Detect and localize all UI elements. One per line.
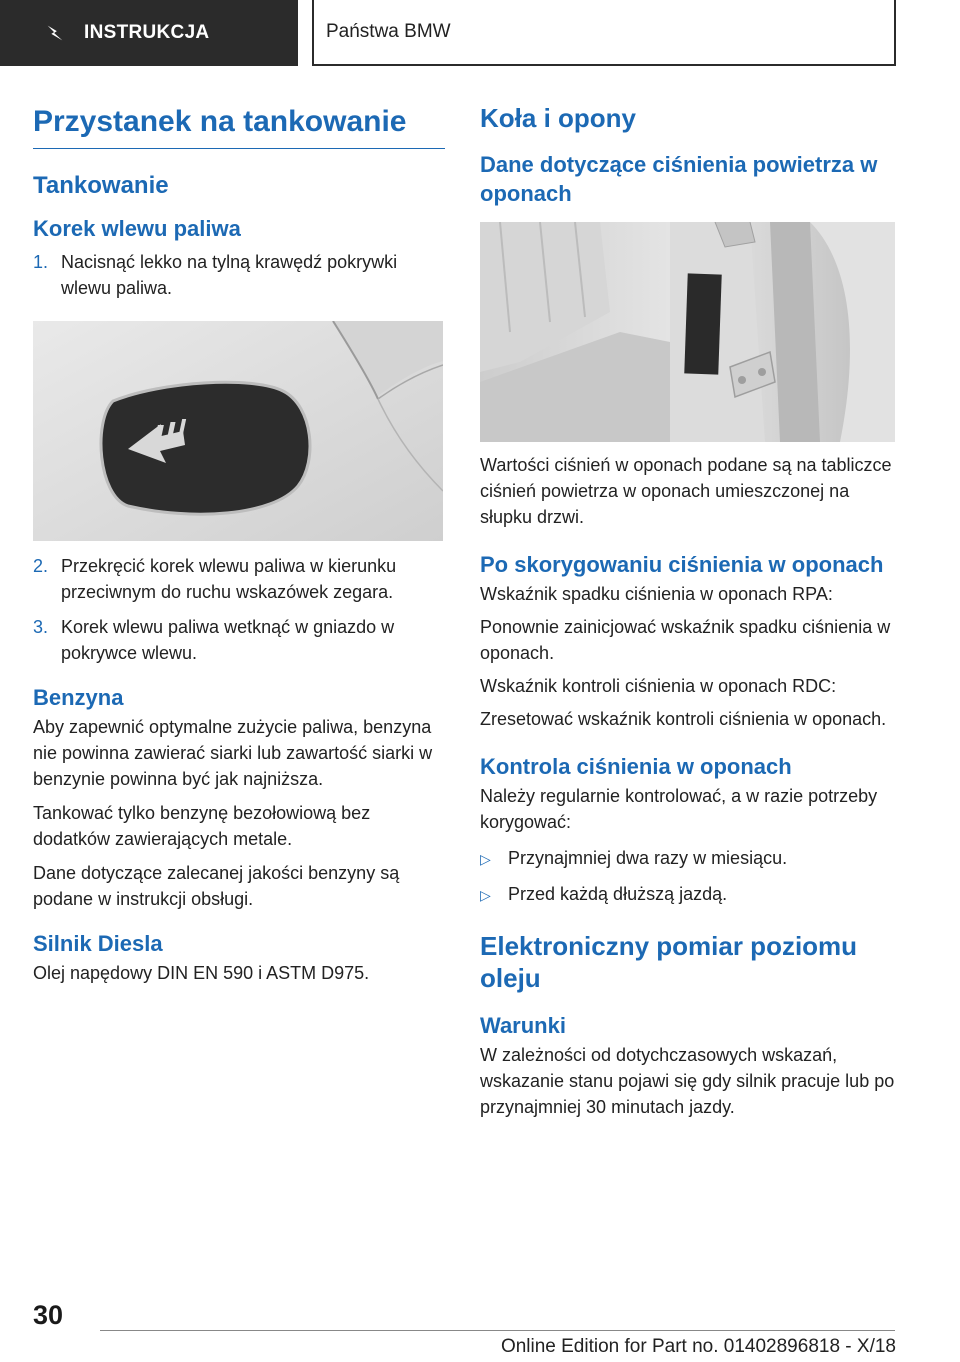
paragraph: Dane dotyczące zalecanej jakości benzyny są podane w instrukcji obsługi. <box>33 863 400 909</box>
paragraph: Aby zapewnić optymalne zużycie paliwa, benzyna nie powinna zawierać siarki lub zawartość siarki w benzynie powinna być jak najniższa. <box>33 717 433 789</box>
footer-edition: Online Edition for Part no. 01402896818 - X/18 <box>500 1336 896 1357</box>
list-item-text: Przed każdą dłuższą jazdą. <box>508 884 728 904</box>
paragraph: Ponownie zainicjować wskaźnik spadku ciśnienia w oponach. <box>480 617 891 663</box>
title-divider <box>33 148 445 149</box>
paragraph: Wskaźnik spadku ciśnienia w oponach RPA: <box>480 584 833 604</box>
subheading-fuel-cap: Korek wlewu paliwa <box>33 216 241 241</box>
subheading-after-correction: Po skorygowaniu ciśnienia w oponach <box>480 552 884 577</box>
step-3 <box>33 614 445 666</box>
subheading-conditions: Warunki <box>480 1013 566 1038</box>
left-column <box>33 100 445 986</box>
door-pillar-illustration <box>480 222 895 442</box>
step-text: Nacisnąć lekko na tylną krawędź pokrywki wlewu paliwa. <box>61 252 398 298</box>
fuel-cap-drawing <box>33 321 443 541</box>
list-item <box>480 845 898 872</box>
door-pillar-drawing <box>480 222 895 442</box>
subheading-petrol: Benzyna <box>33 685 124 710</box>
paragraph: Wartości ciśnień w oponach podane są na tabliczce ciśnień powietrza w oponach umieszczonej na słupku drzwi. <box>480 455 892 527</box>
step-1 <box>33 249 445 301</box>
header-tab-your-bmw[interactable] <box>312 0 896 66</box>
subheading-tyre-pressure-data: Dane dotyczące ciśnienia powietrza w oponach <box>480 152 878 206</box>
list-item <box>480 881 898 908</box>
list-item-text: Przynajmniej dwa razy w miesiącu. <box>508 848 788 868</box>
step-text: Przekręcić korek wlewu paliwa w kierunku przeciwnym do ruchu wskazówek zegara. <box>61 556 397 602</box>
triangle-bullet-icon: ▷ <box>480 887 491 903</box>
subheading-pressure-check: Kontrola ciśnienia w oponach <box>480 754 792 779</box>
paragraph: Tankować tylko benzynę bezołowiową bez dodatków zawierających metale. <box>33 803 371 849</box>
page-title: Przystanek na tankowanie <box>33 105 407 138</box>
paragraph: Zresetować wskaźnik kontroli ciśnienia w oponach. <box>480 709 887 729</box>
fuel-cap-illustration <box>33 321 443 541</box>
step-text: Korek wlewu paliwa wetknąć w gniazdo w pokrywce wlewu. <box>61 617 395 663</box>
step-number: 1. <box>33 252 49 272</box>
section-heading: Elektroniczny pomiar poziomu oleju <box>480 931 858 993</box>
section-heading: Tankowanie <box>33 172 169 199</box>
right-column <box>480 100 898 1120</box>
section-heading: Koła i opony <box>480 103 636 133</box>
step-number: 3. <box>33 617 49 637</box>
paragraph: Należy regularnie kontrolować, a w razie potrzeby korygować: <box>480 786 878 832</box>
header-tab-label: Państwa BMW <box>326 21 451 42</box>
page-number: 30 <box>33 1300 64 1330</box>
triangle-bullet-icon: ▷ <box>480 851 491 867</box>
subheading-diesel: Silnik Diesla <box>33 931 163 956</box>
step-number: 2. <box>33 556 49 576</box>
header-tab-label: INSTRUKCJA <box>84 22 210 43</box>
step-2 <box>33 553 445 605</box>
paragraph: Wskaźnik kontroli ciśnienia w oponach RDC: <box>480 676 837 696</box>
header-tab-instructions[interactable] <box>0 0 298 66</box>
lightning-bolt-icon <box>44 22 66 44</box>
footer-divider <box>100 1330 895 1331</box>
paragraph: W zależności od dotychczasowych wskazań, wskazanie stanu pojawi się gdy silnik pracuje lub po przynajmniej 30 minutach jazdy. <box>480 1045 895 1117</box>
paragraph: Olej napędowy DIN EN 590 i ASTM D975. <box>33 963 370 983</box>
